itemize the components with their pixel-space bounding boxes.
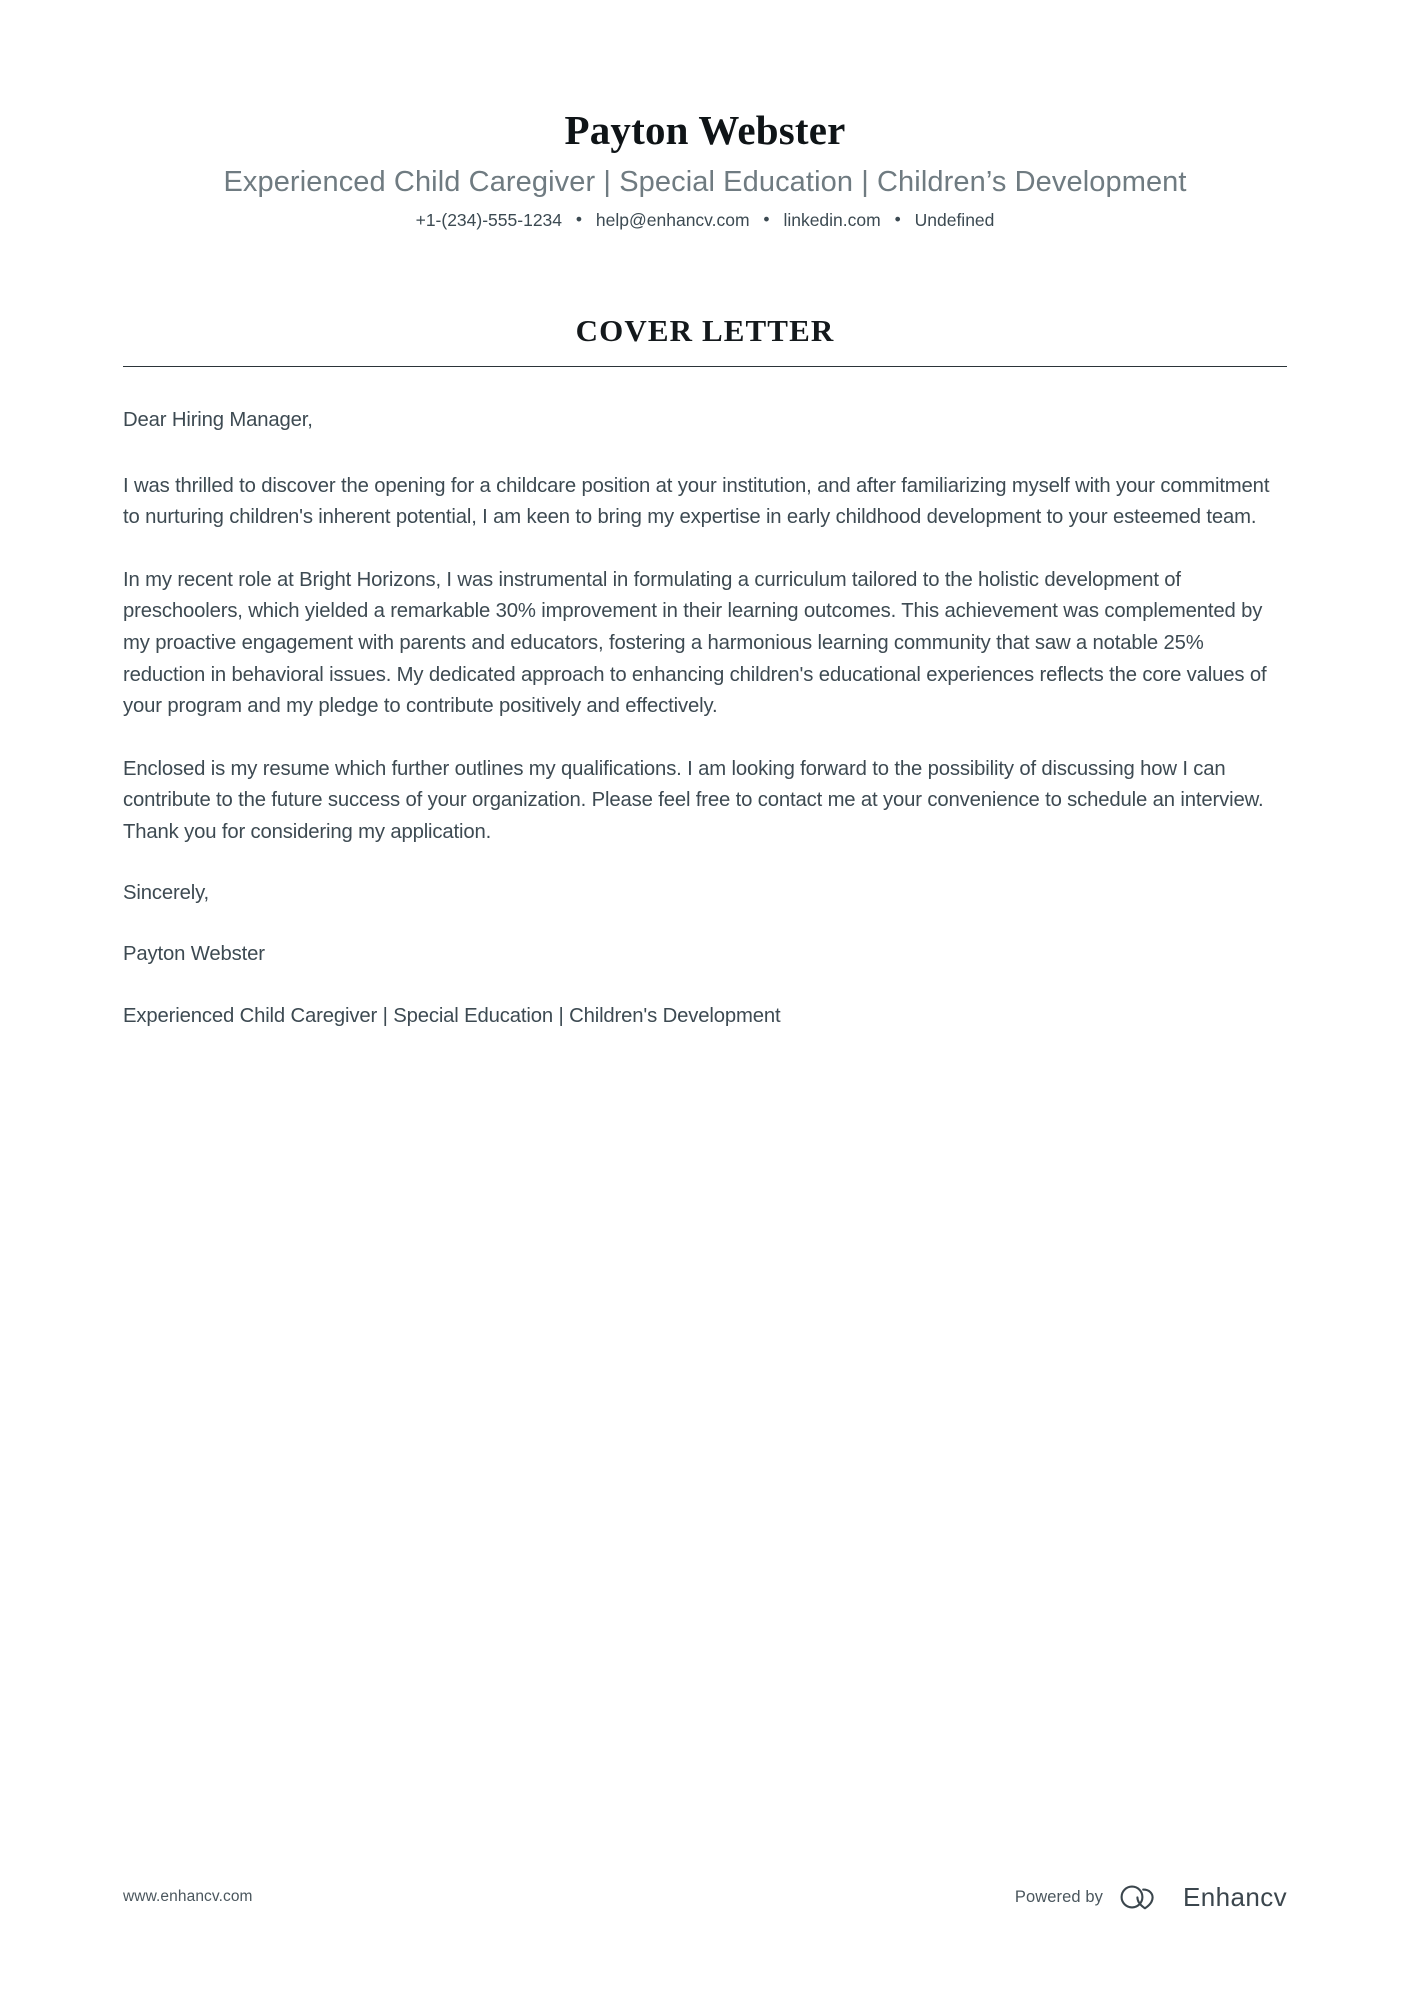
footer-website-link[interactable]: www.enhancv.com [123, 1888, 253, 1905]
letter-header [0, 0, 1410, 232]
powered-by-label: Powered by [1014, 1887, 1104, 1906]
contact-linkedin[interactable]: linkedin.com [783, 210, 881, 231]
contact-separator-bullet-icon: • [763, 209, 770, 230]
letter-paragraph-1: I was thrilled to discover the opening for a childcare position at your institution, and after familiarizing myself with your commitment to nurturing children's inherent potential, I am keen to bring my expertise in early childhood development to your esteemed team. [123, 474, 1270, 529]
section-title-cover-letter: COVER LETTER [575, 312, 835, 348]
contact-line [0, 209, 1410, 232]
letter-paragraph-2: In my recent role at Bright Horizons, I was instrumental in formulating a curriculum tailored to the holistic development of preschoolers, which yielded a remarkable 30% improvement in their learning outcomes. This achievement was complemented by my proactive engagement with parents and educators, fostering a harmonious learning community that saw a notable 25% reduction in behavioral issues. My dedicated approach to enhancing children's educational experiences reflects the core values of your program and my pledge to contribute positively and effectively. [123, 568, 1267, 718]
page-footer [0, 1877, 1410, 1917]
enhancv-wordmark: Enhancv [1183, 1881, 1287, 1912]
contact-separator-bullet-icon: • [894, 209, 901, 230]
section-divider [123, 366, 1287, 367]
contact-email[interactable]: help@enhancv.com [595, 210, 750, 231]
letter-body [0, 405, 1410, 1032]
enhancv-mark-icon [1119, 1883, 1173, 1911]
candidate-name: Payton Webster [564, 107, 846, 153]
letter-closing: Sincerely, [123, 881, 210, 904]
enhancv-logo [1119, 1882, 1287, 1913]
contact-location: Undefined [914, 210, 995, 231]
footer-branding [1015, 1882, 1287, 1913]
contact-phone: +1-(234)-555-1234 [415, 210, 563, 231]
letter-paragraph-3: Enclosed is my resume which further outlines my qualifications. I am looking forward to the possibility of discussing how I can contribute to the future success of your organization. Please feel free to contact me at your convenience to schedule an interview. Thank you for considering my application. [123, 757, 1264, 843]
letter-greeting: Dear Hiring Manager, [123, 409, 313, 431]
signature-title: Experienced Child Caregiver | Special Education | Children's Development [123, 1004, 781, 1027]
section-header [0, 314, 1410, 367]
signature-name: Payton Webster [123, 943, 265, 966]
candidate-headline: Experienced Child Caregiver | Special Education | Children’s Development [223, 165, 1187, 198]
contact-separator-bullet-icon: • [575, 209, 583, 230]
